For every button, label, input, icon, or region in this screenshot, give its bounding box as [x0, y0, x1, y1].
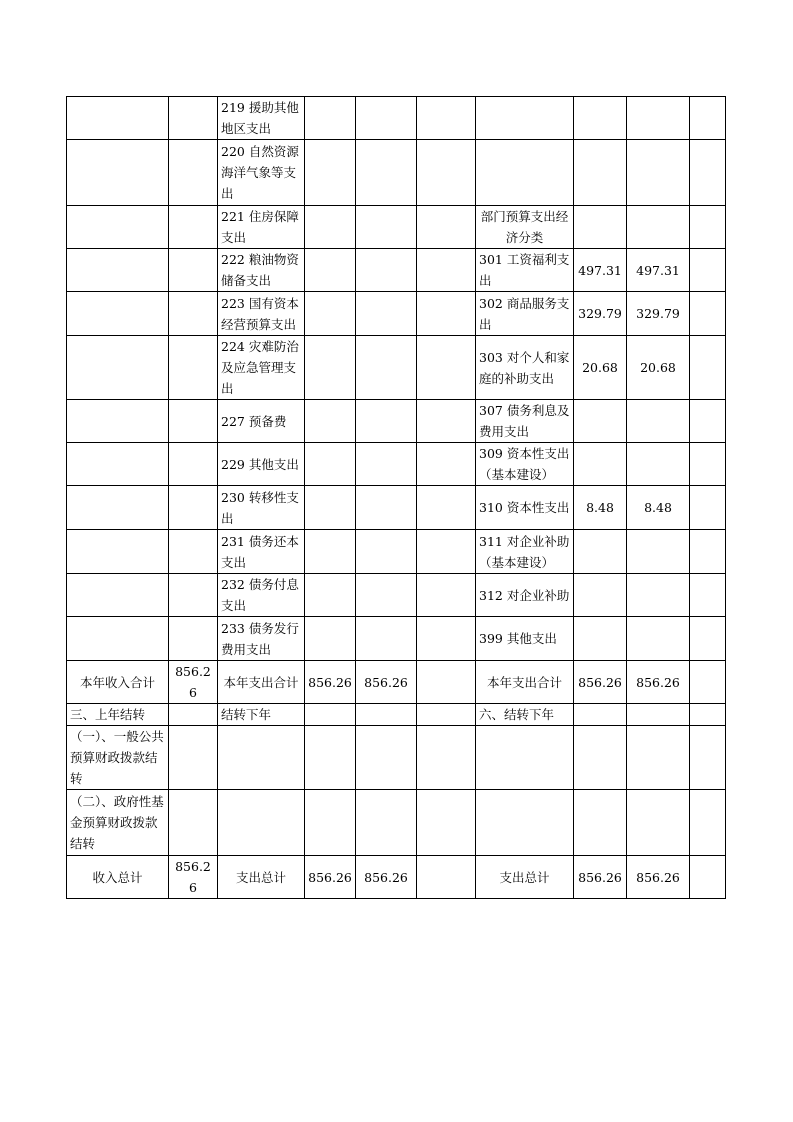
table-cell: [305, 704, 356, 726]
table-cell: [305, 140, 356, 206]
table-cell: [356, 336, 417, 400]
table-cell: [574, 97, 627, 140]
table-cell: 收入总计: [67, 856, 169, 899]
table-cell: 220 自然资源海洋气象等支出: [218, 140, 305, 206]
table-cell: [305, 206, 356, 249]
table-cell: [690, 140, 726, 206]
table-cell: 303 对个人和家庭的补助支出: [476, 336, 574, 400]
table-cell: [627, 574, 690, 617]
table-cell: [627, 97, 690, 140]
table-cell: （一）、一般公共预算财政拨款结转: [67, 726, 169, 790]
table-cell: [67, 292, 169, 336]
table-cell: 856.26: [305, 661, 356, 704]
table-cell: [305, 574, 356, 617]
table-cell: [218, 726, 305, 790]
table-cell: [356, 704, 417, 726]
table-cell: [417, 726, 476, 790]
table-cell: [67, 249, 169, 292]
table-row: [67, 704, 726, 726]
table-row: [67, 97, 726, 140]
table-row: [67, 486, 726, 530]
table-cell: [169, 574, 218, 617]
table-cell: 312 对企业补助: [476, 574, 574, 617]
table-cell: [169, 292, 218, 336]
table-cell: 856.26: [627, 661, 690, 704]
table-cell: [356, 400, 417, 443]
table-cell: 本年收入合计: [67, 661, 169, 704]
table-row: [67, 856, 726, 899]
table-cell: [305, 292, 356, 336]
table-cell: [690, 249, 726, 292]
table-cell: 223 国有资本经营预算支出: [218, 292, 305, 336]
table-cell: [417, 336, 476, 400]
table-row: [67, 617, 726, 661]
table-cell: [690, 726, 726, 790]
table-cell: [690, 574, 726, 617]
table-cell: [476, 790, 574, 856]
table-row: [67, 336, 726, 400]
table-cell: [67, 97, 169, 140]
table-cell: [356, 206, 417, 249]
table-cell: 230 转移性支出: [218, 486, 305, 530]
table-cell: [690, 486, 726, 530]
table-cell: [67, 400, 169, 443]
table-row: [67, 249, 726, 292]
table-cell: 231 债务还本支出: [218, 530, 305, 574]
table-cell: [417, 400, 476, 443]
table-row: [67, 140, 726, 206]
table-cell: [574, 704, 627, 726]
table-cell: 856.26: [574, 856, 627, 899]
table-cell: [476, 726, 574, 790]
table-row: [67, 726, 726, 790]
table-cell: [574, 400, 627, 443]
table-cell: [169, 336, 218, 400]
table-cell: [417, 617, 476, 661]
table-cell: [627, 443, 690, 486]
table-cell: 20.68: [627, 336, 690, 400]
table-cell: [169, 704, 218, 726]
table-cell: [417, 140, 476, 206]
table-cell: 232 债务付息支出: [218, 574, 305, 617]
table-cell: 856.26: [574, 661, 627, 704]
table-cell: 329.79: [574, 292, 627, 336]
table-cell: [574, 140, 627, 206]
table-cell: [417, 443, 476, 486]
table-cell: [417, 704, 476, 726]
table-cell: 20.68: [574, 336, 627, 400]
table-cell: [305, 400, 356, 443]
table-cell: 856.26: [356, 661, 417, 704]
table-cell: [690, 856, 726, 899]
table-cell: [356, 249, 417, 292]
table-cell: 227 预备费: [218, 400, 305, 443]
table-cell: [169, 443, 218, 486]
table-cell: [305, 336, 356, 400]
table-cell: [169, 140, 218, 206]
table-cell: 233 债务发行费用支出: [218, 617, 305, 661]
table-cell: 229 其他支出: [218, 443, 305, 486]
table-cell: 497.31: [627, 249, 690, 292]
table-cell: 支出总计: [476, 856, 574, 899]
table-cell: [305, 726, 356, 790]
table-cell: 支出总计: [218, 856, 305, 899]
table-cell: [305, 790, 356, 856]
table-cell: 302 商品服务支出: [476, 292, 574, 336]
table-row: [67, 574, 726, 617]
table-cell: [169, 486, 218, 530]
table-cell: 399 其他支出: [476, 617, 574, 661]
table-cell: 497.31: [574, 249, 627, 292]
table-cell: [417, 661, 476, 704]
table-cell: 三、上年结转: [67, 704, 169, 726]
table-cell: 8.48: [574, 486, 627, 530]
table-cell: （二）、政府性基金预算财政拨款结转: [67, 790, 169, 856]
table-cell: 219 援助其他地区支出: [218, 97, 305, 140]
table-cell: [356, 292, 417, 336]
table-cell: 856.26: [356, 856, 417, 899]
table-cell: 221 住房保障支出: [218, 206, 305, 249]
table-cell: 329.79: [627, 292, 690, 336]
table-cell: 六、结转下年: [476, 704, 574, 726]
table-cell: [67, 486, 169, 530]
table-cell: 856.26: [627, 856, 690, 899]
table-row: [67, 206, 726, 249]
table-cell: [67, 443, 169, 486]
table-cell: [574, 617, 627, 661]
table-cell: [67, 140, 169, 206]
table-row: [67, 790, 726, 856]
table-cell: [627, 617, 690, 661]
table-cell: [305, 249, 356, 292]
table-row: [67, 530, 726, 574]
table-cell: 222 粮油物资储备支出: [218, 249, 305, 292]
table-cell: [356, 97, 417, 140]
table-cell: [690, 617, 726, 661]
table-cell: [476, 140, 574, 206]
table-cell: [67, 617, 169, 661]
table-body: [67, 97, 726, 899]
table-cell: [356, 140, 417, 206]
table-cell: [690, 530, 726, 574]
table-cell: [627, 726, 690, 790]
table-cell: [305, 530, 356, 574]
table-cell: 224 灾难防治及应急管理支出: [218, 336, 305, 400]
table-cell: [574, 574, 627, 617]
table-cell: [305, 443, 356, 486]
table-cell: [67, 206, 169, 249]
table-cell: [690, 292, 726, 336]
table-cell: [574, 206, 627, 249]
table-cell: [417, 249, 476, 292]
table-cell: 856.26: [169, 856, 218, 899]
table-cell: 311 对企业补助（基本建设）: [476, 530, 574, 574]
table-cell: [417, 856, 476, 899]
table-cell: [356, 617, 417, 661]
table-cell: [305, 486, 356, 530]
table-cell: [218, 790, 305, 856]
table-cell: [690, 400, 726, 443]
table-cell: [169, 249, 218, 292]
table-cell: [690, 661, 726, 704]
budget-table: [66, 96, 726, 899]
table-cell: [417, 574, 476, 617]
table-cell: [356, 486, 417, 530]
table-cell: [690, 97, 726, 140]
table-cell: 结转下年: [218, 704, 305, 726]
table-cell: [417, 206, 476, 249]
table-cell: [574, 790, 627, 856]
table-cell: [627, 206, 690, 249]
table-row: [67, 400, 726, 443]
table-cell: [417, 292, 476, 336]
table-row: [67, 292, 726, 336]
table-cell: [169, 530, 218, 574]
table-cell: 307 债务利息及费用支出: [476, 400, 574, 443]
table-cell: [169, 617, 218, 661]
table-cell: 301 工资福利支出: [476, 249, 574, 292]
table-cell: 本年支出合计: [218, 661, 305, 704]
table-cell: [169, 400, 218, 443]
table-cell: 310 资本性支出: [476, 486, 574, 530]
table-row: [67, 661, 726, 704]
table-cell: [67, 530, 169, 574]
table-cell: [67, 336, 169, 400]
table-cell: [476, 97, 574, 140]
table-cell: [574, 443, 627, 486]
table-cell: [417, 97, 476, 140]
table-cell: 856.26: [169, 661, 218, 704]
table-cell: [627, 400, 690, 443]
table-cell: [417, 530, 476, 574]
table-cell: [356, 443, 417, 486]
table-cell: 309 资本性支出（基本建设）: [476, 443, 574, 486]
table-cell: [169, 97, 218, 140]
table-cell: [627, 140, 690, 206]
table-cell: 8.48: [627, 486, 690, 530]
table-cell: [690, 206, 726, 249]
table-cell: 856.26: [305, 856, 356, 899]
table-cell: [690, 704, 726, 726]
table-cell: [169, 726, 218, 790]
table-cell: [627, 704, 690, 726]
table-cell: [690, 336, 726, 400]
table-cell: [627, 530, 690, 574]
table-cell: [356, 574, 417, 617]
table-cell: [417, 790, 476, 856]
table-cell: [574, 726, 627, 790]
table-cell: [356, 790, 417, 856]
table-cell: 部门预算支出经济分类: [476, 206, 574, 249]
table-cell: [305, 97, 356, 140]
table-cell: [169, 790, 218, 856]
table-cell: [356, 726, 417, 790]
table-row: [67, 443, 726, 486]
table-cell: [67, 574, 169, 617]
table-cell: [627, 790, 690, 856]
table-cell: [417, 486, 476, 530]
table-cell: [574, 530, 627, 574]
table-cell: [305, 617, 356, 661]
table-cell: 本年支出合计: [476, 661, 574, 704]
table-cell: [690, 443, 726, 486]
table-cell: [356, 530, 417, 574]
table-cell: [169, 206, 218, 249]
table-cell: [690, 790, 726, 856]
